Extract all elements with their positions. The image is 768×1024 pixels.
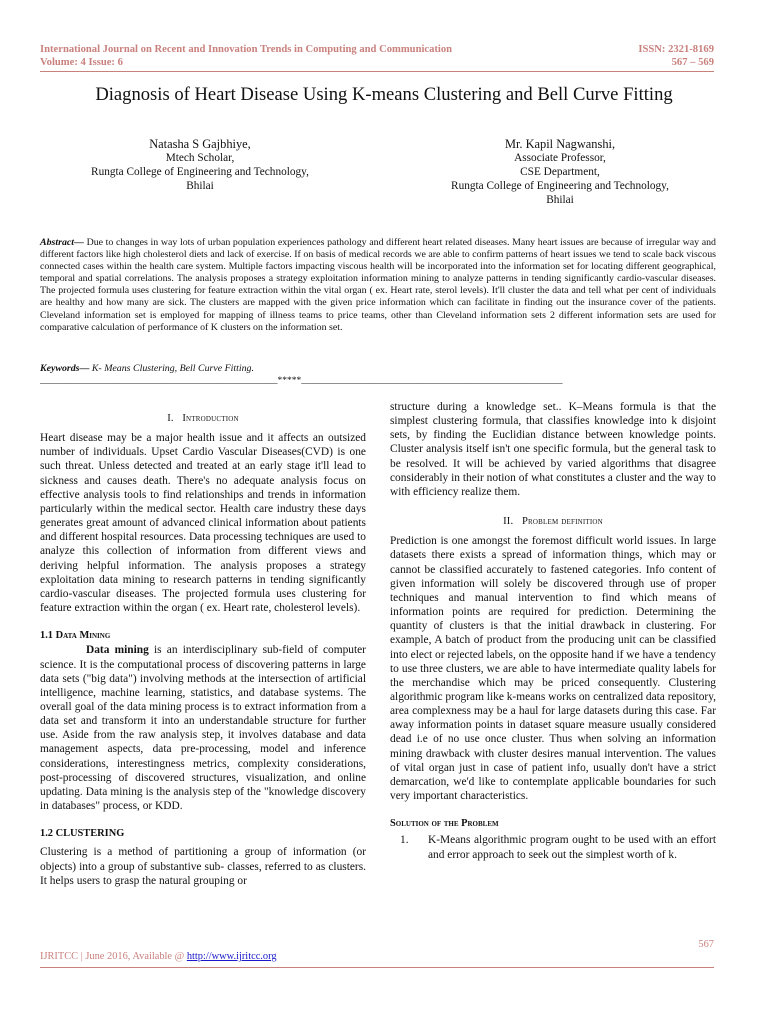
section-separator: __________________________________________________*****_______________________________________________________ (40, 376, 563, 386)
author-1-name: Natasha S Gajbhiye, (149, 137, 251, 151)
paper-title: Diagnosis of Heart Disease Using K-means Clustering and Bell Curve Fitting (95, 84, 673, 105)
abstract-text: Due to changes in way lots of urban population experiences pathology and different heart related diseases. Many heart issues are because of irregular way and different factors like high cholesterol diets and lack of exercise. If on basis of medical records we are able to confirm patterns of heart issues we tend to scale back viscous connected cases within the health care system. Multiple factors impacting viscous health will be incorporated into the information set for locating different geographical, temporal and spatial correlations. The analysis proposes a strategy exploitation information mining to analyze patterns in tending significantly cardio-vascular diseases. The projected formula uses clustering for feature extraction within the vital organ ( ex. Heart rate, sterol levels). It'll cluster the data and tell what per cent of individuals are healthy and how many are sick. The clusters are mapped with the given price information which can facilitate in finding out the insurance cover of the patients. Cleveland information set is employed for mapping of illness teams to price teams, other than Cleveland information sets 2 different information sets are used for comparative calculation of performance of K clusters on the information set. (40, 237, 716, 333)
issn: ISSN: 2321-8169 (638, 44, 714, 55)
author-1-title: Mtech Scholar, (165, 152, 235, 164)
footer-rule (40, 967, 714, 968)
dm-term: Data mining (86, 644, 149, 657)
volume-issue: Volume: 4 Issue: 6 (40, 57, 123, 68)
author-1-city: Bhilai (186, 180, 214, 192)
abstract (40, 237, 716, 334)
footer-label: IJRITCC | June 2016, Available @ (40, 951, 187, 962)
pd-heading-text: Problem definition (521, 516, 603, 528)
author-2-city: Bhilai (546, 194, 574, 206)
dm-heading-text: Data Mining (55, 630, 111, 642)
author-1 (60, 137, 340, 193)
data-mining-heading (40, 629, 366, 643)
list-item-text: K-Means algorithmic program ought to be used with an effort and error approach to seek out the simplest worth of k. (428, 834, 716, 861)
intro-heading-num: I. (167, 413, 174, 424)
right-column (390, 400, 716, 862)
left-column (40, 398, 366, 888)
intro-heading-text: Introduction (182, 413, 239, 424)
data-mining-paragraph (40, 643, 366, 813)
journal-link[interactable]: http://www.ijritcc.org (186, 951, 277, 962)
intro-heading (40, 412, 366, 426)
author-2 (420, 137, 700, 207)
dm-heading-num: 1.1 (40, 630, 53, 642)
list-item (390, 833, 716, 861)
footer-text (40, 951, 277, 962)
header-rule (40, 71, 714, 72)
intro-paragraph: Heart disease may be a major health issue and it affects an outsized number of individuals. Upset Cardio Vascular Diseases(CVD) is one such threat. Unless detected and treated at an early stage it'll lead to sickness and causes death. There's no adequate analysis focus on effective analysis tools to find relationships and trends in information particularly within the medical sector. Health care industry these days generates great amount of advanced clinical information about patients and different hospital resources. Data processing techniques are used to analyze this collection of information from different views and deriving helpful information. The analysis proposes a strategy exploitation data mining to research patterns in tending significantly cardio-vascular diseases. The projected formula uses clustering for feature extraction within the organ ( ex. Heart rate, cholesterol levels). (40, 432, 366, 615)
author-1-affiliation: Rungta College of Engineering and Technology, (91, 166, 309, 178)
author-2-title: Associate Professor, (514, 152, 606, 164)
solution-heading: Solution of the Problem (390, 818, 499, 830)
author-2-name: Mr. Kapil Nagwanshi, (504, 137, 616, 151)
solution-list (390, 833, 716, 861)
page-range: 567 – 569 (671, 57, 714, 68)
problem-definition-paragraph: Prediction is one amongst the foremost difficult world issues. In large datasets there exists a spread of information things, which may or cannot be classified accurately to fastened categories. Info content of given information will solely be discovered through use of proper techniques and manual intervention to find which means of information points are required for prediction. Determining the quantity of clusters is that the initial drawback in clustering. For example, A batch of product from the producing unit can be classified into elect or rejected labels, on the opposite hand if we have a tendency to use three clusters, we are able to have intermediate quality labels for the merchandise which may be priced consequently. Clustering algorithmic program like k-means works on centralized data repository, area complexness may be a haul for large datasets during this case. Far away information points in dataset square measure usually considered dead i.e of no use once cluster. Thus when solving an information mining drawback with cluster desires manual intervention. The values of vital organ just in case of patient info, usually don't have a strict demarcation, we'd like to contemplate applicable boundaries for such very important characteristics. (390, 535, 717, 803)
clustering-heading: 1.2 CLUSTERING (40, 828, 125, 840)
list-item-number: 1. (400, 834, 409, 847)
clustering-continued-paragraph: structure during a knowledge set.. K–Means formula is that the simplest clustering formula, that classifies knowledge into k disjoint sets, by finding the Euclidian distance between knowledge points. Cluster analysis itself isn't one specific formula, but the general task to be resolved. It will be achieved by varied algorithms that disagree considerably in their notion of what constitutes a cluster and the way to with efficiency realize them. (390, 401, 716, 498)
keywords (40, 363, 254, 374)
pd-heading-num: II. (503, 516, 514, 528)
dm-text: is an interdisciplinary sub-field of computer science. It is the computational process of discovering patterns in large data sets ("big data") involving methods at the intersection of artificial intelligence, machine learning, statistics, and database systems. The overall goal of the data mining process is to extract information from a data set and transform it into an understandable structure for further use. Aside from the raw analysis step, it involves database and data management aspects, data pre-processing, model and inference considerations, interestingness metrics, complexity considerations, post-processing of discovered structures, visualization, and online updating. Data mining is the analysis step of the "knowledge discovery in databases" process, or KDD. (40, 644, 366, 813)
clustering-paragraph: Clustering is a method of partitioning a group of information (or objects) into a group of substantive sub- classes, referred to as clusters. It helps users to grasp the natural grouping or (40, 846, 366, 887)
journal-name: International Journal on Recent and Innovation Trends in Computing and Communication (40, 44, 453, 55)
page-number: 567 (698, 939, 714, 950)
author-2-affiliation: Rungta College of Engineering and Technology, (451, 180, 669, 192)
keywords-text: K- Means Clustering, Bell Curve Fitting. (89, 363, 254, 374)
keywords-label: Keywords— (40, 363, 90, 374)
author-2-department: CSE Department, (520, 166, 600, 178)
problem-definition-heading (390, 515, 716, 529)
abstract-label: Abstract— (40, 237, 84, 248)
